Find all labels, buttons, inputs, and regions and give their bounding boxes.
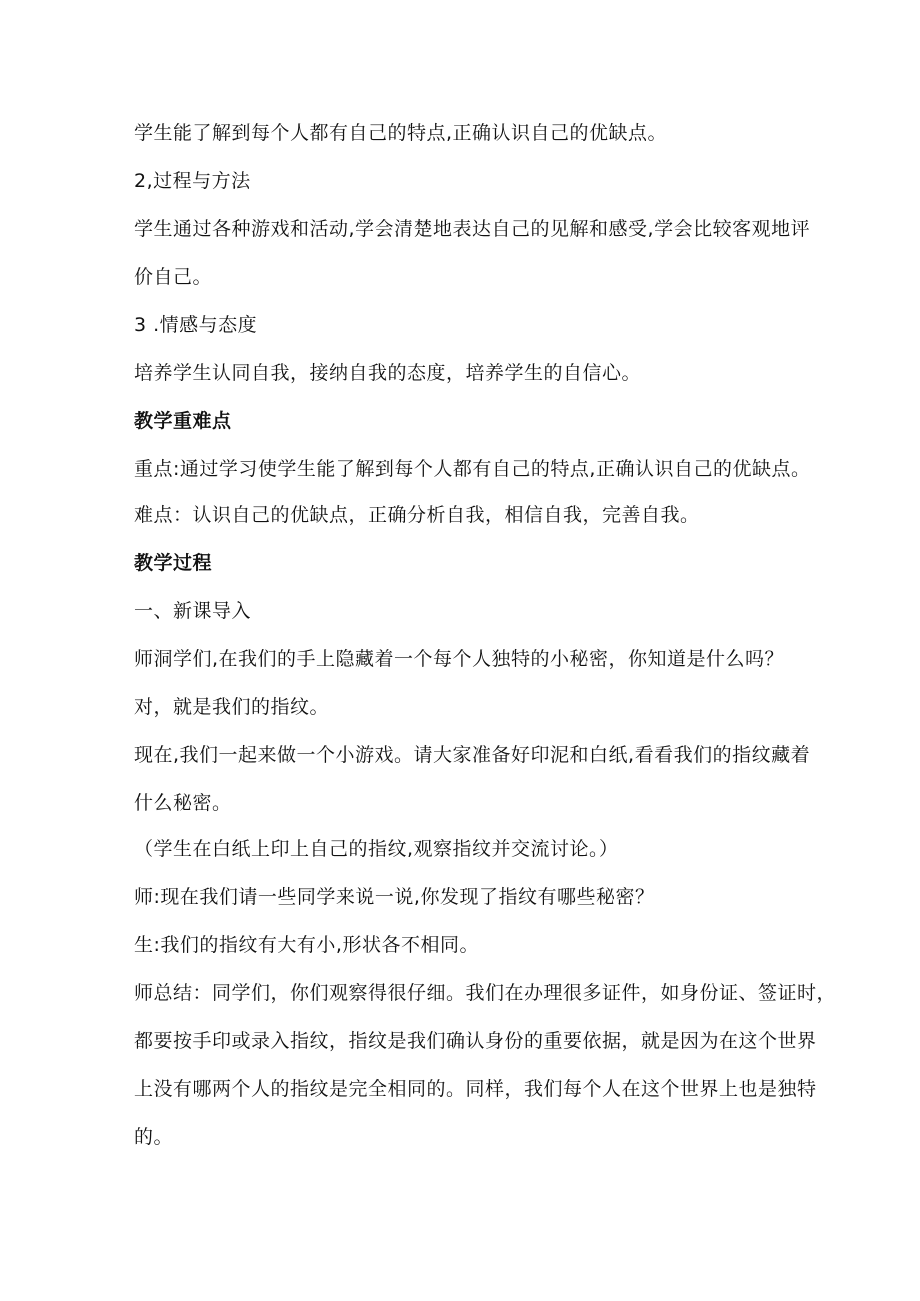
text-line-summary-cont-2: 上没有哪两个人的指纹是完全相同的。同样，我们每个人在这个世界上也是独特 bbox=[134, 1078, 817, 1100]
heading-process-and-method: 2,过程与方法 bbox=[134, 170, 251, 192]
text-line-summary-end: 的。 bbox=[134, 1126, 174, 1148]
text-line-what-secret: 什么秘密。 bbox=[134, 792, 232, 814]
heading-teaching-process: 教学过程 bbox=[134, 552, 213, 574]
text-line-understand-traits: 学生能了解到每个人都有自己的特点,正确认识自己的优缺点。 bbox=[134, 122, 668, 144]
heading-emotion-attitude: 3 .情感与态度 bbox=[134, 314, 258, 336]
text-line-teacher-summary: 师总结：同学们，你们观察得很仔细。我们在办理很多证件，如身份证、签证时， bbox=[134, 982, 837, 1004]
text-line-evaluate-self: 价自己。 bbox=[134, 266, 213, 288]
text-line-key-point: 重点:通过学习使学生能了解到每个人都有自己的特点,正确认识自己的优缺点。 bbox=[134, 458, 811, 480]
text-line-teacher-secret: 师洞学们,在我们的手上隐藏着一个每个人独特的小秘密，你知道是什么吗？ bbox=[134, 648, 785, 670]
heading-new-lesson-intro: 一、新课导入 bbox=[134, 600, 252, 622]
heading-key-difficult-points: 教学重难点 bbox=[134, 410, 232, 432]
text-line-student-answer: 生:我们的指纹有大有小,形状各不相同。 bbox=[134, 934, 479, 956]
text-line-small-game: 现在,我们一起来做一个小游戏。请大家准备好印泥和白纸,看看我们的指纹藏着 bbox=[134, 744, 811, 766]
text-line-games-activities: 学生通过各种游戏和活动,学会清楚地表达自己的见解和感受,学会比较客观地评 bbox=[134, 218, 811, 240]
text-line-fingerprint: 对，就是我们的指纹。 bbox=[134, 696, 330, 718]
text-line-summary-cont-1: 都要按手印或录入指纹，指纹是我们确认身份的重要依据，就是因为在这个世界 bbox=[134, 1030, 817, 1052]
text-line-difficult-point: 难点：认识自己的优缺点，正确分析自我，相信自我，完善自我。 bbox=[134, 504, 700, 526]
text-line-self-confidence: 培养学生认同自我，接纳自我的态度，培养学生的自信心。 bbox=[134, 362, 642, 384]
text-line-students-print: （学生在白纸上印上自己的指纹,观察指纹并交流讨论。） bbox=[134, 838, 619, 860]
text-line-teacher-ask: 师:现在我们请一些同学来说一说,你发现了指纹有哪些秘密？ bbox=[134, 886, 655, 908]
